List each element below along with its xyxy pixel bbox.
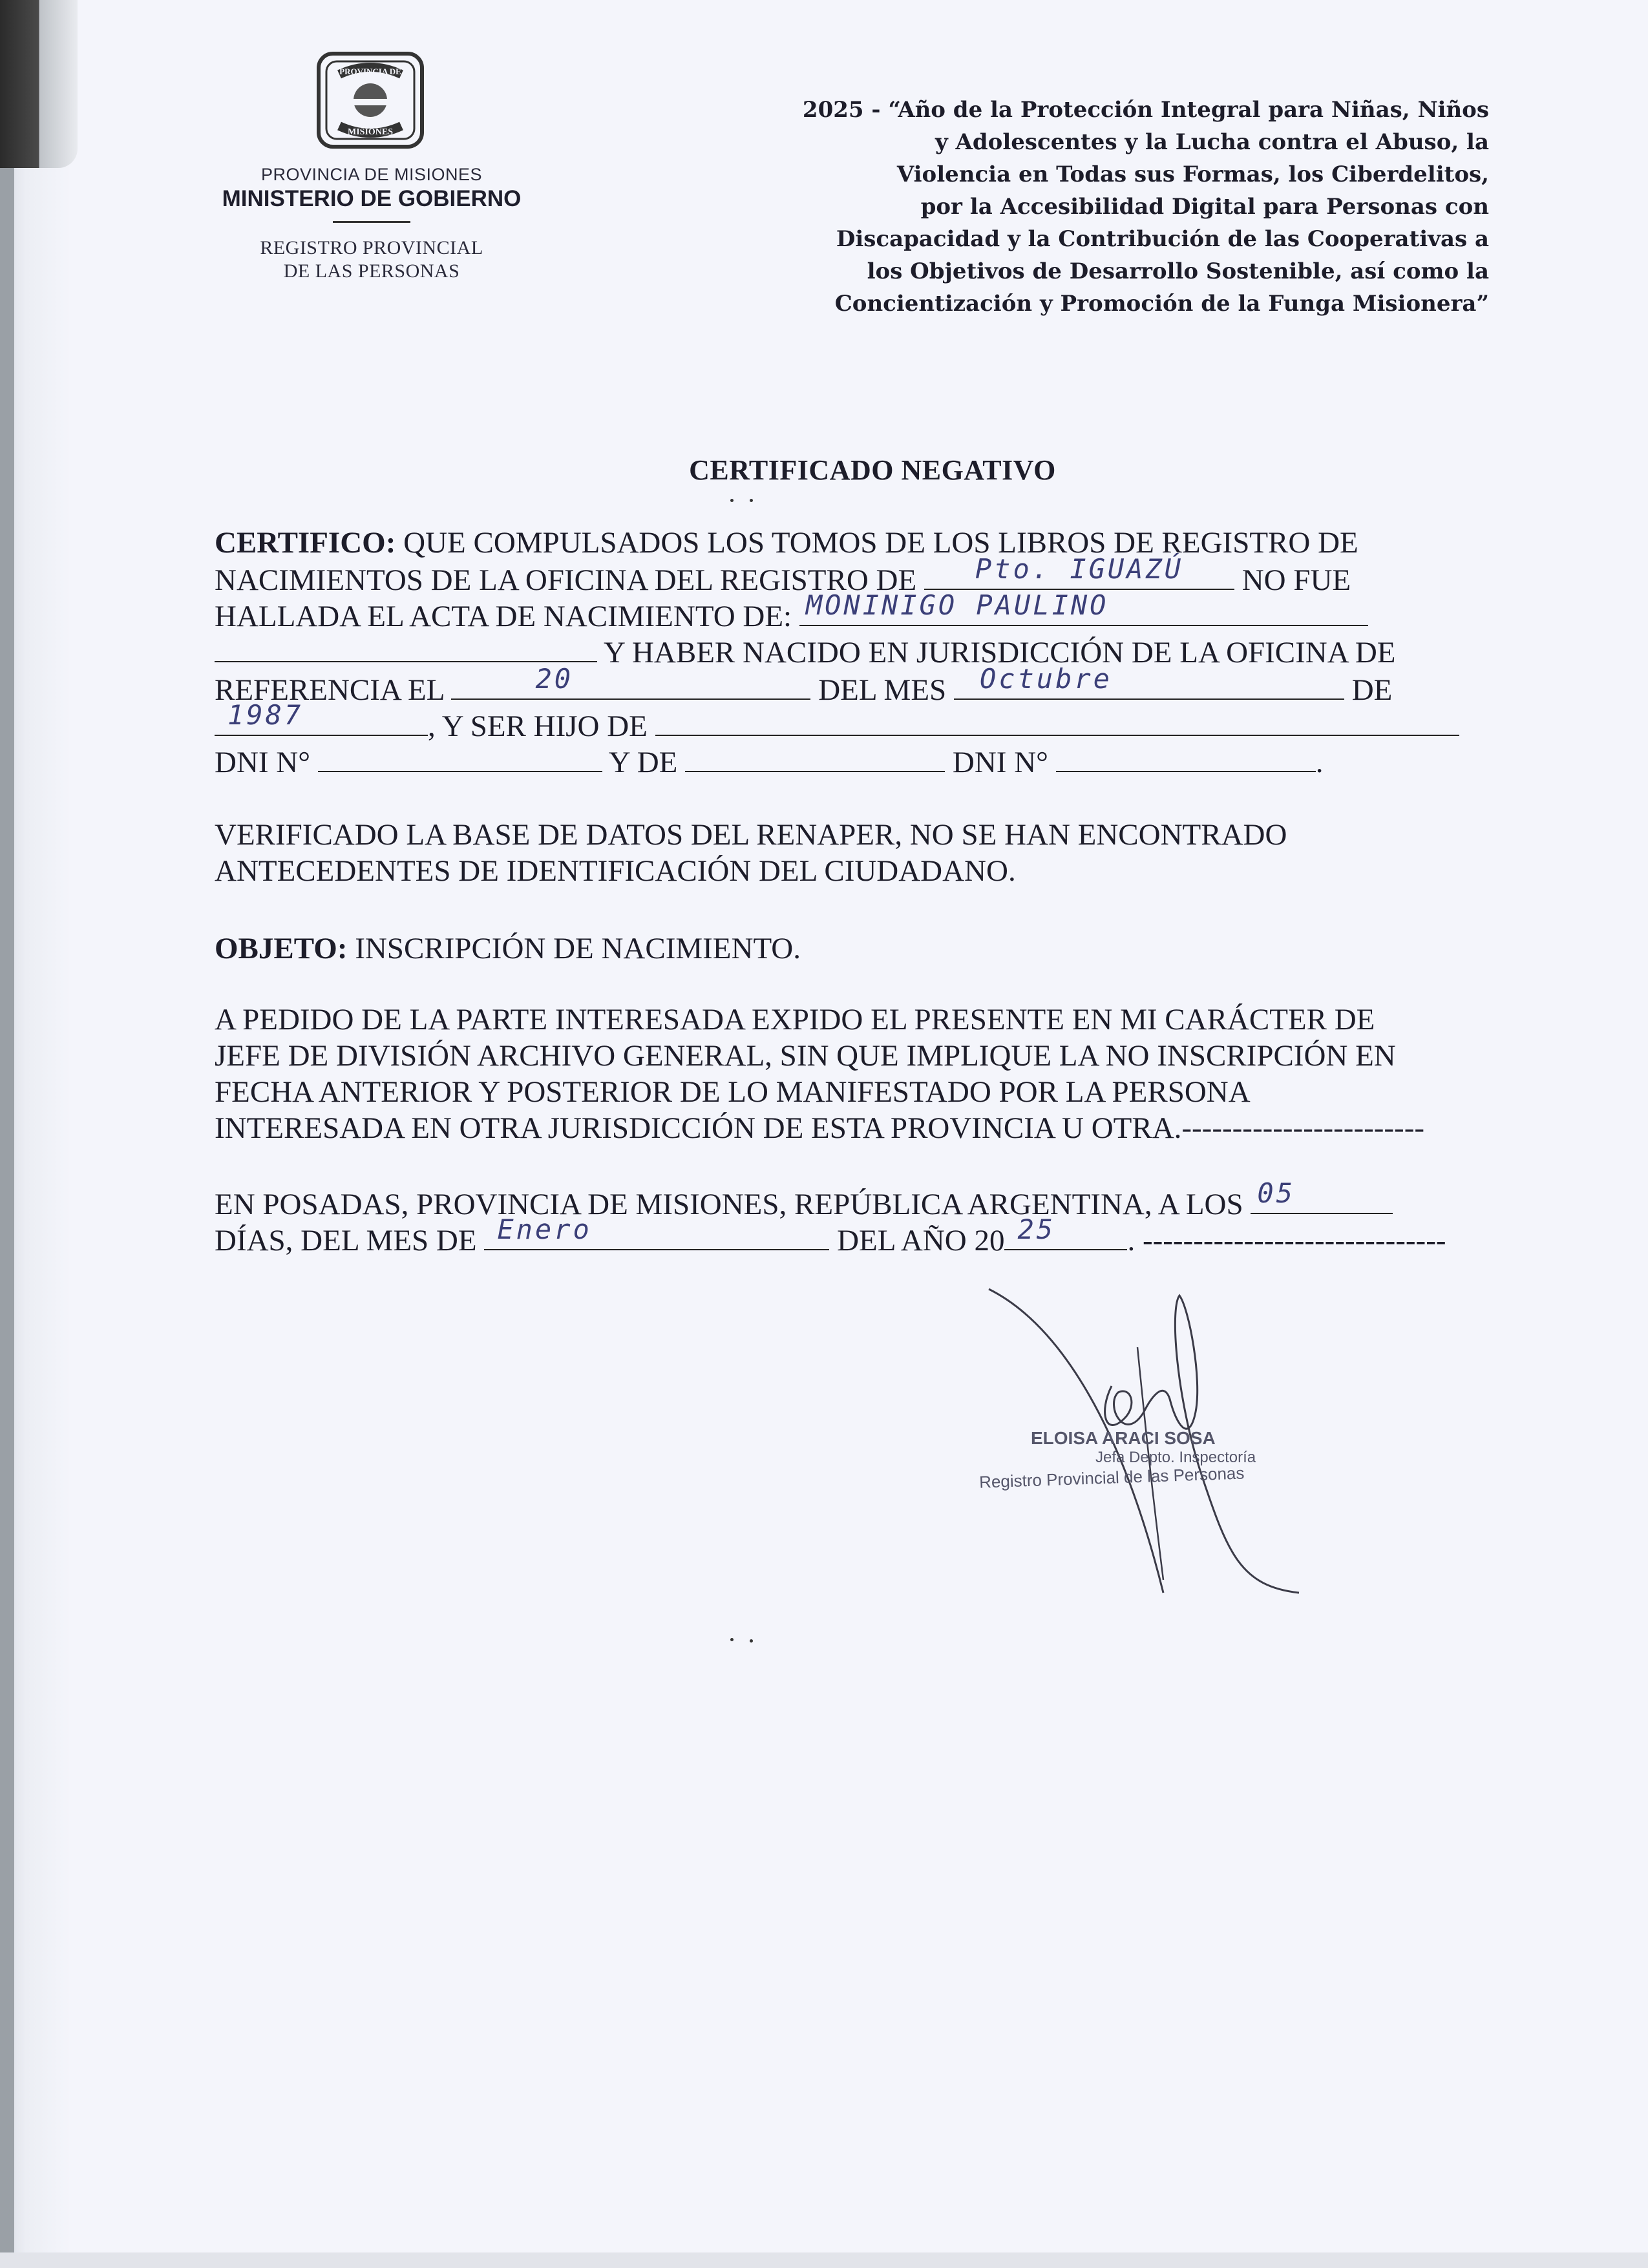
body-line-6 (215, 699, 1459, 744)
motto-line: y Adolescentes y la Lucha contra el Abuso, la (935, 129, 1489, 155)
name-field (799, 589, 1368, 626)
stamp-office: Registro Provincial de las Personas (978, 1463, 1245, 1492)
handwritten-year: 1987 (227, 699, 304, 731)
stamp-name: ELOISA ARACI SOSA (1031, 1428, 1216, 1448)
motto-line: Discapacidad y la Contribución de las Cooperativas a (836, 226, 1489, 252)
office-field (924, 553, 1234, 590)
lugar-line-2 (215, 1213, 1446, 1259)
parent-name-field (655, 709, 1459, 736)
body-text: NACIMIENTOS DE LA OFICINA DEL REGISTRO DE (215, 563, 917, 597)
pedido-line-3: FECHA ANTERIOR Y POSTERIOR DE LO MANIFESTADO POR LA PERSONA (215, 1075, 1251, 1109)
objeto-text: INSCRIPCIÓN DE NACIMIENTO. (355, 932, 801, 965)
document-title: CERTIFICADO NEGATIVO (689, 454, 1056, 486)
parent-dni-field (318, 745, 602, 772)
body-text: . (1315, 746, 1324, 779)
motto-line: los Objetivos de Desarrollo Sostenible, así como la (867, 258, 1489, 284)
second-parent-name-field (685, 745, 945, 772)
motto-line: por la Accesibilidad Digital para Personas con (920, 194, 1489, 220)
province-seal-icon (313, 48, 427, 152)
handwritten-day: 20 (535, 663, 574, 695)
name-field-continued (215, 635, 597, 662)
body-text: EN POSADAS, PROVINCIA DE MISIONES, REPÚBLICA ARGENTINA, A LOS (215, 1188, 1243, 1221)
ministry-name: MINISTERIO DE GOBIERNO (222, 186, 522, 211)
certifico-label: CERTIFICO: (215, 526, 396, 560)
speck (730, 499, 734, 502)
body-text: REFERENCIA EL (215, 673, 444, 707)
speck (750, 1639, 753, 1643)
body-text: DÍAS, DEL MES DE (215, 1224, 477, 1257)
speck (750, 499, 753, 502)
pedido-line-2: JEFE DE DIVISIÓN ARCHIVO GENERAL, SIN QUE IMPLIQUE LA NO INSCRIPCIÓN EN (215, 1039, 1396, 1073)
page-bottom-edge (0, 2252, 1648, 2268)
issue-day-field (1251, 1177, 1393, 1214)
body-text: Y HABER NACIDO EN JURISDICCIÓN DE LA OFICINA DE (604, 636, 1396, 669)
body-text: DNI N° (215, 746, 311, 779)
handwritten-issue-day: 05 (1257, 1177, 1295, 1209)
handwritten-issue-year: 25 (1017, 1213, 1056, 1245)
body-text: NO FUE (1241, 563, 1351, 597)
handwritten-name: MONINIGO PAULINO (805, 589, 1109, 621)
registry-name-line2: DE LAS PERSONAS (283, 260, 460, 282)
body-text: DE (1351, 673, 1393, 707)
year-motto (692, 94, 1489, 320)
handwritten-month: Octubre (979, 663, 1112, 695)
objeto-label: OBJETO: (215, 932, 348, 965)
motto-line: 2025 - “Año de la Protección Integral para Niñas, Niños (802, 97, 1489, 123)
pedido-line-4: INTERESADA EN OTRA JURISDICCIÓN DE ESTA PROVINCIA U OTRA.------------------------ (215, 1111, 1425, 1145)
stamp-role: Jefa Depto. Inspectoría (1095, 1449, 1256, 1466)
binder-strip (0, 0, 14, 2268)
body-text: DNI N° (952, 746, 1048, 779)
body-text: DEL MES (818, 673, 947, 707)
body-text: Y DE (608, 746, 678, 779)
birth-day-field (451, 663, 810, 700)
body-line-7 (215, 744, 1323, 781)
birth-month-field (954, 663, 1344, 700)
seal-text-top: PROVINCIA DE (339, 67, 401, 76)
issue-month-field (484, 1213, 829, 1250)
header-divider (333, 221, 410, 223)
body-text: , Y SER HIJO DE (428, 709, 648, 743)
verification-line-1: VERIFICADO LA BASE DE DATOS DEL RENAPER, NO SE HAN ENCONTRADO (215, 818, 1287, 852)
seal-text-bottom: MISIONES (347, 127, 394, 137)
body-text: HALLADA EL ACTA DE NACIMIENTO DE: (215, 600, 792, 633)
issue-year-field (1004, 1213, 1127, 1250)
verification-line-2: ANTECEDENTES DE IDENTIFICACIÓN DEL CIUDADANO. (215, 854, 1016, 888)
body-text: . ------------------------------ (1127, 1224, 1446, 1257)
registry-name-line1: REGISTRO PROVINCIAL (260, 237, 483, 258)
handwritten-office: Pto. IGUAZÚ (975, 553, 1184, 585)
header-institution (213, 165, 530, 282)
pedido-line-1: A PEDIDO DE LA PARTE INTERESADA EXPIDO EL PRESENTE EN MI CARÁCTER DE (215, 1003, 1375, 1036)
motto-line: Violencia en Todas sus Formas, los Ciberdelitos, (896, 162, 1489, 187)
motto-line: Concientización y Promoción de la Funga Misionera” (834, 291, 1489, 317)
province-name: PROVINCIA DE MISIONES (260, 165, 483, 184)
official-stamp (973, 1428, 1309, 1492)
speck (730, 1638, 734, 1641)
body-text: DEL AÑO 20 (837, 1224, 1005, 1257)
binder-clip (0, 0, 78, 168)
body-line-3 (215, 589, 1368, 635)
birth-year-field (215, 699, 428, 736)
handwritten-issue-month: Enero (497, 1213, 592, 1245)
objeto-line (215, 930, 801, 967)
body-text: QUE COMPULSADOS LOS TOMOS DE LOS LIBROS DE REGISTRO DE (403, 526, 1358, 560)
second-parent-dni-field (1056, 745, 1316, 772)
